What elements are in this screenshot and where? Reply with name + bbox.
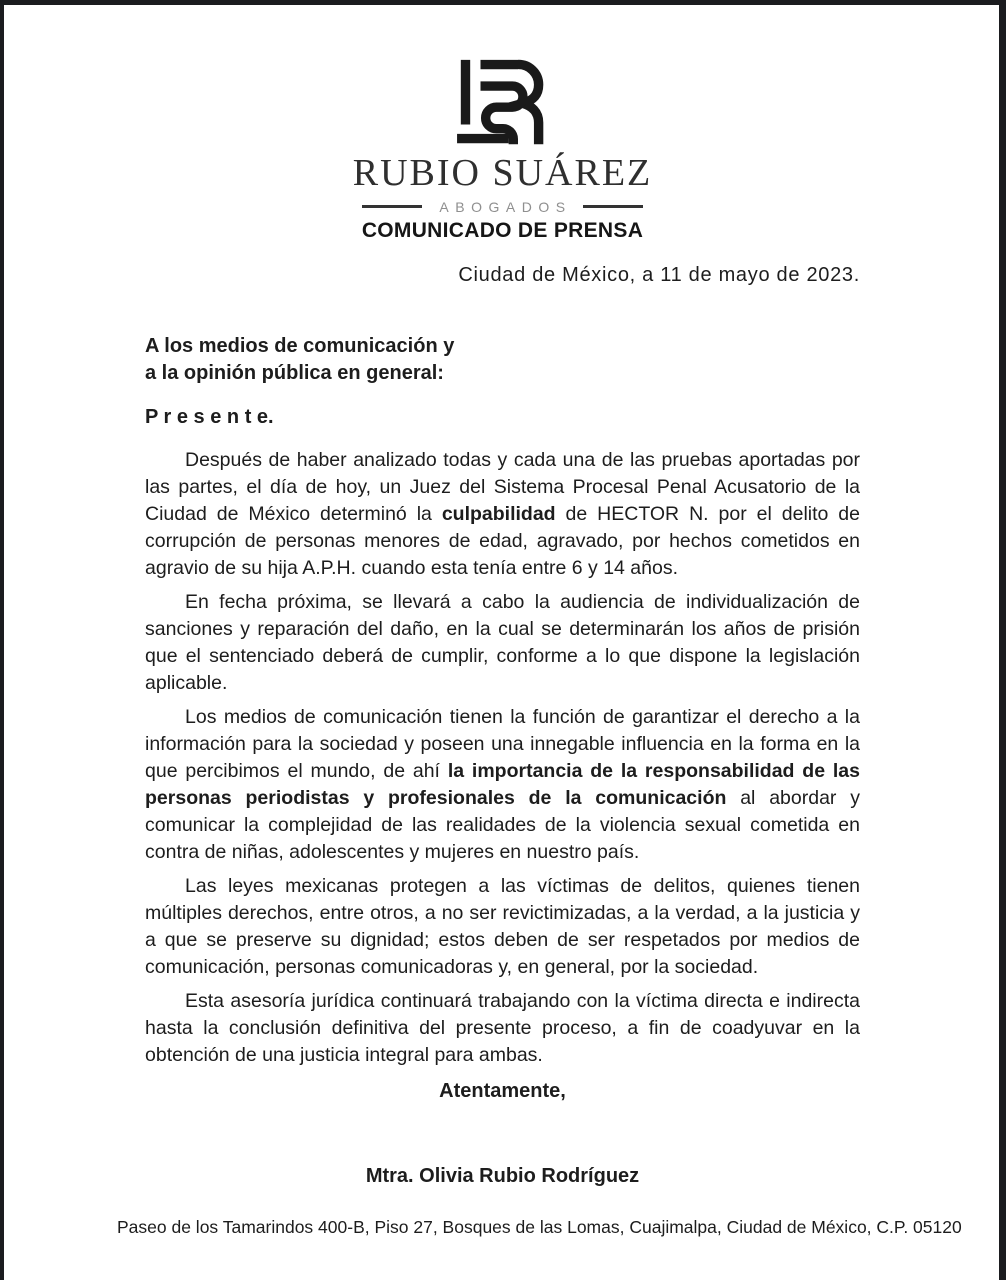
salutation: P r e s e n t e. [145, 406, 274, 428]
document-type-title: COMUNICADO DE PRENSA [361, 219, 644, 242]
paragraph-5: Esta asesoría jurídica continuará trabajando con la víctima directa e indirecta hasta la conclusión definitiva del presente proceso, a fin de coadyuvar en la obtención de una justicia integral para ambas. [145, 990, 860, 1066]
firm-name: RUBIO SUÁREZ [352, 152, 653, 194]
closing: Atentamente, [439, 1080, 566, 1102]
letterhead [145, 57, 860, 244]
paragraph-3: Los medios de comunicación tienen la función de garantizar el derecho a la información para la sociedad y poseen una innegable influencia en la forma en la que percibimos el mundo, de ahí la importancia de la responsabilidad de las personas periodistas y profesionales de la comunicación al abordar y comunicar la complejidad de las realidades de la violencia sexual cometida en contra de niñas, adolescentes y mujeres en nuestro país. [145, 706, 860, 863]
paragraph-1: Después de haber analizado todas y cada una de las pruebas aportadas por las partes, el día de hoy, un Juez del Sistema Procesal Penal Acusatorio de la Ciudad de México determinó la culpabilidad de HECTOR N. por el delito de corrupción de personas menores de edad, agravado, por hechos cometidos en agravio de su hija A.P.H. cuando esta tenía entre 6 y 14 años. [145, 449, 860, 579]
press-release-letter [4, 57, 999, 1241]
rs-monogram-logo [456, 57, 550, 147]
subtitle-rule-right [583, 205, 643, 208]
subtitle-rule-left [362, 205, 422, 208]
firm-subtitle-row [145, 197, 860, 216]
paragraph-4: Las leyes mexicanas protegen a las víctimas de delitos, quienes tienen múltiples derechos, entre otros, a no ser revictimizadas, a la verdad, a la justicia y a que se preserve su dignidad; estos deben de ser respetados por medios de comunicación, personas comunicadoras y, en general, por la sociedad. [145, 875, 860, 978]
paragraph-2: En fecha próxima, se llevará a cabo la audiencia de individualización de sanciones y reparación del daño, en la cual se determinarán los años de prisión que el sentenciado deberá de cumplir, conforme a lo que dispone la legislación aplicable. [145, 591, 860, 694]
addressee-line-1: A los medios de comunicación y [145, 335, 455, 357]
signatory-name: Mtra. Olivia Rubio Rodríguez [365, 1165, 640, 1187]
dateline: Ciudad de México, a 11 de mayo de 2023. [458, 264, 860, 286]
addressee-block [145, 333, 860, 387]
addressee-line-2: a la opinión pública en general: [145, 362, 444, 384]
firm-subtitle: ABOGADOS [439, 198, 572, 215]
footer-address: Paseo de los Tamarindos 400-B, Piso 27, Bosques de las Lomas, Cuajimalpa, Ciudad de México, C.P. 05120 [117, 1217, 962, 1237]
